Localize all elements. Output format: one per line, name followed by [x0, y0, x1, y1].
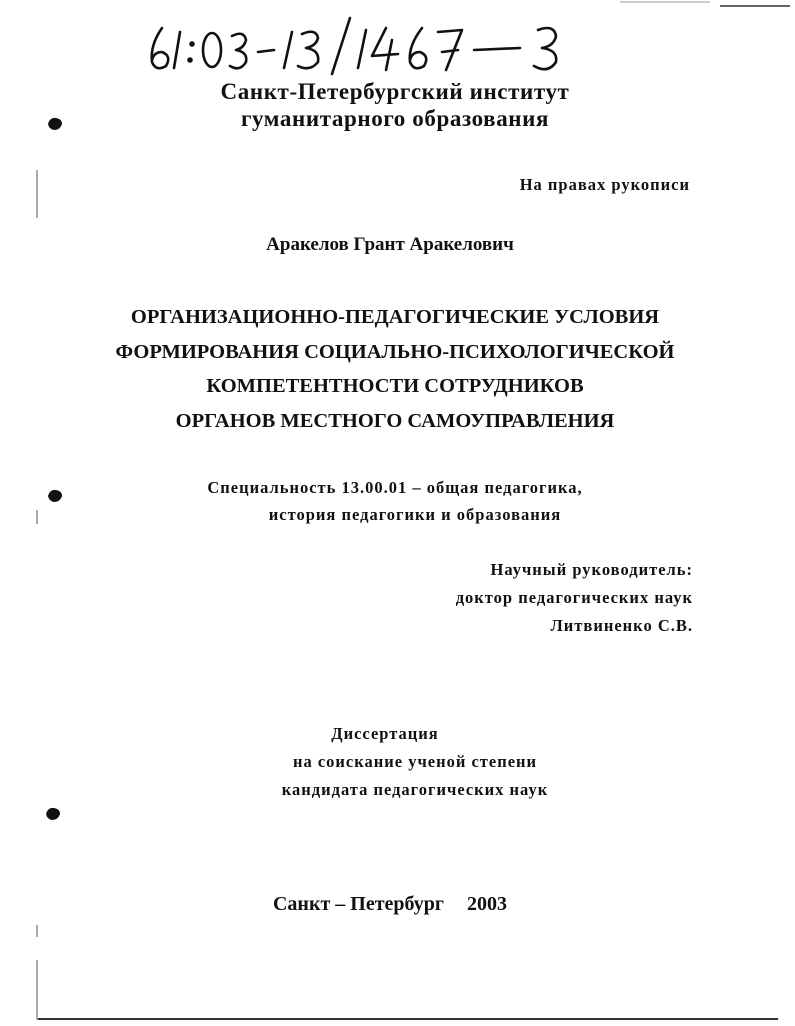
supervisor-block [456, 556, 693, 640]
punch-hole-mark [46, 116, 64, 132]
dissertation-line: Диссертация [331, 724, 439, 743]
dissertation-title [40, 300, 750, 438]
supervisor-name: Литвиненко С.В. [550, 616, 693, 635]
supervisor-degree: доктор педагогических наук [455, 588, 693, 607]
institute-line: гуманитарного образования [240, 106, 550, 131]
institute-name [150, 78, 640, 132]
scan-edge-mark [36, 170, 38, 218]
dissertation-line: кандидата педагогических наук [281, 780, 549, 799]
punch-hole-mark [44, 806, 62, 822]
title-line: ОРГАНОВ МЕСТНОГО САМОУПРАВЛЕНИЯ [175, 409, 615, 432]
title-line: ОРГАНИЗАЦИОННО-ПЕДАГОГИЧЕСКИЕ УСЛОВИЯ [130, 306, 660, 328]
supervisor-label: Научный руководитель: [490, 560, 693, 579]
author-name: Аракелов Грант Аракелович [266, 234, 514, 255]
title-line: КОМПЕТЕНТНОСТИ СОТРУДНИКОВ [206, 375, 584, 397]
scan-edge-mark [36, 960, 38, 1020]
title-line: ФОРМИРОВАНИЯ СОЦИАЛЬНО-ПСИХОЛОГИЧЕСКОЙ [115, 340, 675, 363]
footer-city: Санкт – Петербург [272, 893, 444, 915]
footer-year: 2003 [467, 893, 507, 915]
scan-bottom-line [38, 1018, 778, 1020]
rights-note: На правах рукописи [519, 175, 690, 194]
specialty [0, 474, 790, 528]
dissertation-block [0, 720, 795, 804]
dissertation-line: на соискание ученой степени [292, 752, 538, 771]
scan-edge-mark [36, 925, 38, 937]
institute-line: Санкт-Петербургский институт [220, 79, 570, 104]
specialty-line: история педагогики и образования [268, 505, 562, 524]
scan-top-marks [590, 0, 795, 14]
specialty-line: Специальность 13.00.01 – общая педагогика, [207, 478, 583, 497]
handwritten-archive-number [140, 10, 600, 80]
footer [0, 893, 780, 916]
